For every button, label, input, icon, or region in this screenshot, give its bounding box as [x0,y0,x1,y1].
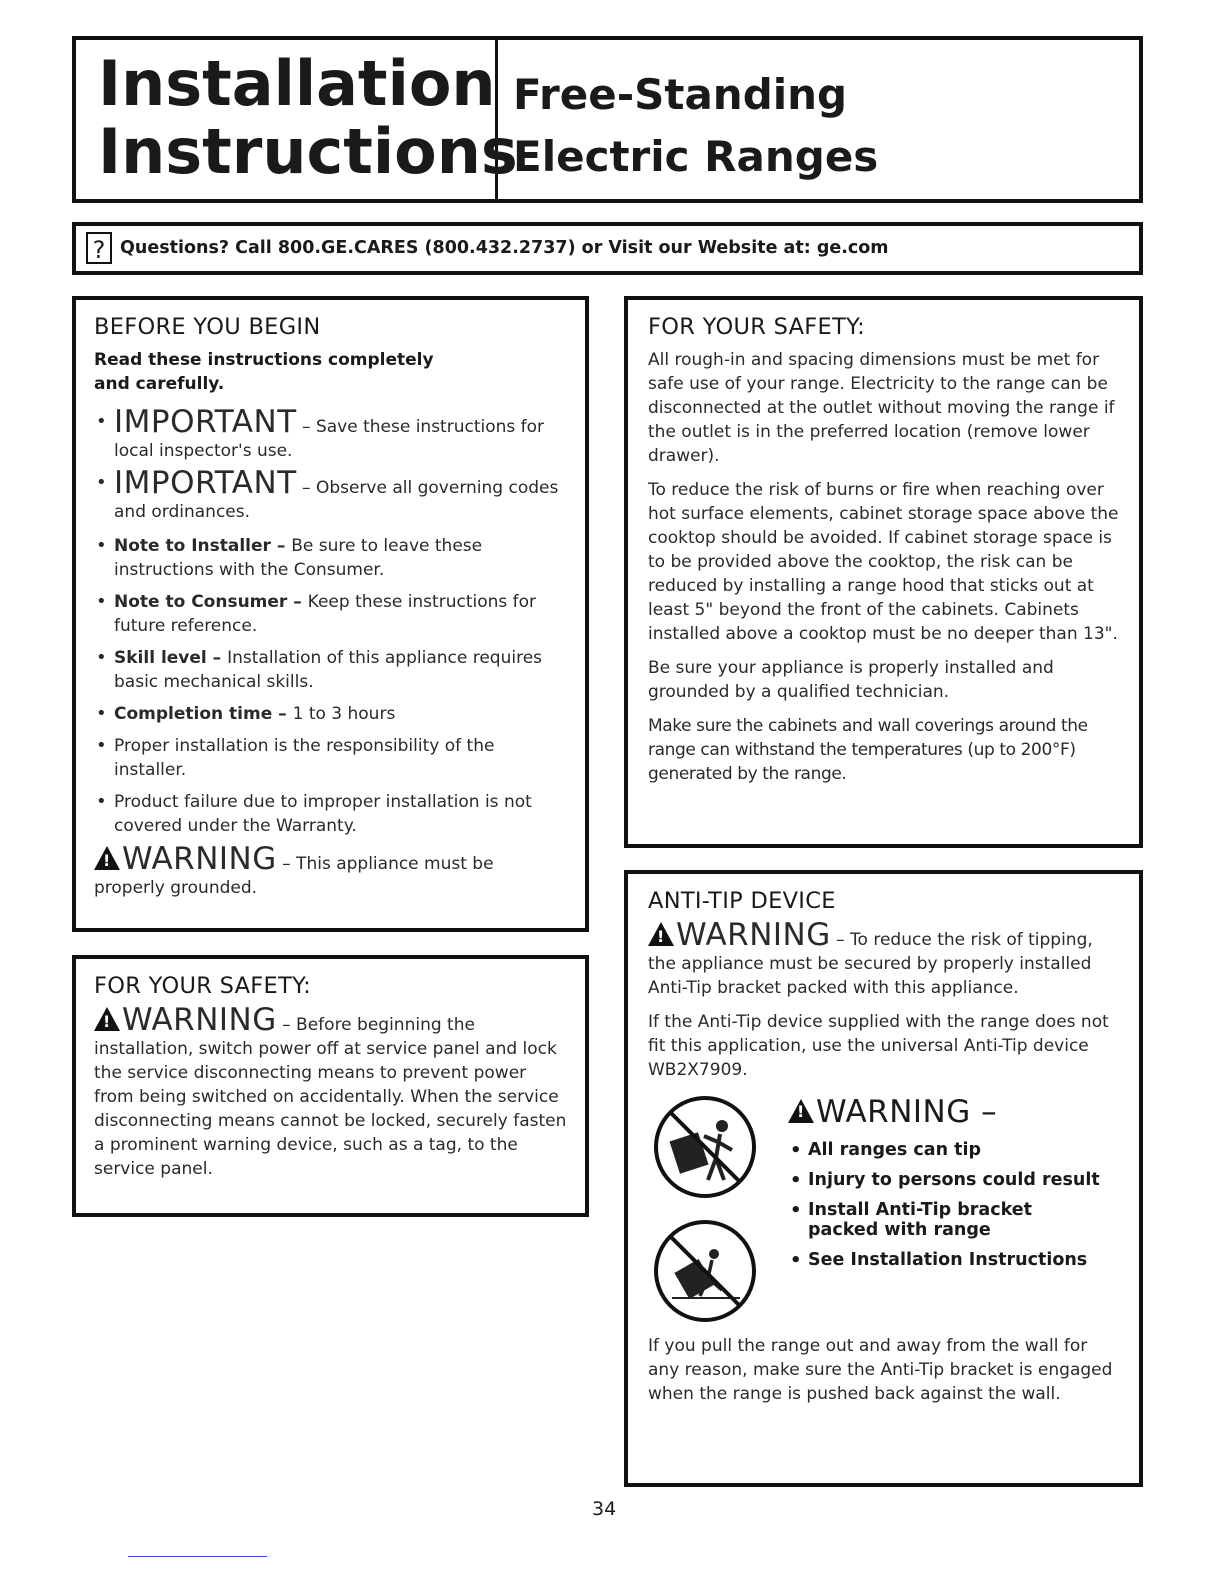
paragraph: If the Anti-Tip device supplied with the range does not fit this application, use the universal Anti-Tip device WB2X7909. [648,1012,1109,1080]
questions-text: Questions? Call 800.GE.CARES (800.432.2737) or Visit our Website at: ge.com [120,238,889,258]
for-your-safety-panel-left [72,955,589,1217]
list-item: • Proper installation is the responsibility of the installer. [94,734,567,782]
paragraph: Make sure the cabinets and wall coverings around the range can withstand the temperatures (up to 200°F) generated by the range. [648,716,1088,784]
list-item: • All ranges can tip [788,1140,1108,1160]
product-subtitle: Free-Standing Electric Ranges [513,70,879,181]
safety-title: FOR YOUR SAFETY: [94,973,312,999]
list-item: • Skill level – Installation of this appliance requires basic mechanical skills. [94,646,567,694]
power-off-warning: !WARNING – Before beginning the installation, switch power off at service panel and lock the service disconnecting means to prevent power from being switched on accidentally. When the service disconnecting means cannot be locked, securely fasten a prominent warning device, such as a tag, to the service panel. [94,1007,567,1181]
paragraph: Be sure your appliance is properly installed and grounded by a qualified technician. [648,658,1054,702]
warning-triangle-icon [648,922,674,946]
range-tipping-prohibited-icon [652,1094,758,1200]
sign-warning-heading: !WARNING – [788,1094,1108,1130]
tip-warning-list [788,1094,1108,1280]
before-intro: Read these instructions completely and carefully. [94,350,434,394]
list-item: • Product failure due to improper installation is not covered under the Warranty. [94,790,567,838]
important-item: • IMPORTANT – Save these instructions for local inspector's use. [94,410,567,463]
for-your-safety-panel-right [624,296,1143,848]
warning-triangle-icon [788,1099,814,1123]
child-climbing-prohibited-icon [652,1218,758,1324]
warning-triangle-icon [94,1007,120,1031]
list-item: • Injury to persons could result [788,1170,1108,1190]
safety-title: FOR YOUR SAFETY: [648,314,866,340]
footer-line [128,1556,267,1557]
list-item: • Install Anti-Tip bracket packed with range [788,1200,1108,1240]
anti-tip-device-panel [624,870,1143,1487]
document-title: Installation Instructions [98,47,518,188]
question-mark-icon: ? [86,232,112,264]
paragraph: If you pull the range out and away from the wall for any reason, make sure the Anti-Tip bracket is engaged when the range is pushed back against the wall. [648,1336,1113,1404]
questions-bar [72,222,1143,275]
list-item: • See Installation Instructions [788,1250,1108,1270]
before-title: BEFORE YOU BEGIN [94,314,321,340]
paragraph: To reduce the risk of burns or fire when reaching over hot surface elements, cabinet storage space above the cooktop should be avoided. If cabinet storage space is to be provided above the cooktop, the risk can be reduced by installing a range hood that sticks out at least 5" beyond the front of the cabinets. Cabinets installed above a cooktop must be no deeper than 13". [648,480,1119,644]
document-header [72,36,1143,203]
page-number: 34 [592,1498,617,1520]
tipping-warning: !WARNING – To reduce the risk of tipping, the appliance must be secured by properly installed Anti-Tip bracket packed with this appliance. [648,922,1119,1000]
tip-warning-signs [648,1094,1119,1334]
paragraph: All rough-in and spacing dimensions must be met for safe use of your range. Electricity to the range can be disconnected at the outlet without moving the range if the outlet is in the preferred location (remove lower drawer). [648,350,1115,466]
list-item: • Note to Installer – Be sure to leave these instructions with the Consumer. [94,534,567,582]
list-item: • Completion time – 1 to 3 hours [94,702,567,726]
grounding-warning: !WARNING – This appliance must be properly grounded. [94,846,567,900]
important-item: • IMPORTANT – Observe all governing codes and ordinances. [94,471,567,524]
anti-tip-title: ANTI-TIP DEVICE [648,888,836,914]
warning-triangle-icon [94,846,120,870]
list-item: • Note to Consumer – Keep these instructions for future reference. [94,590,567,638]
before-you-begin-panel [72,296,589,932]
